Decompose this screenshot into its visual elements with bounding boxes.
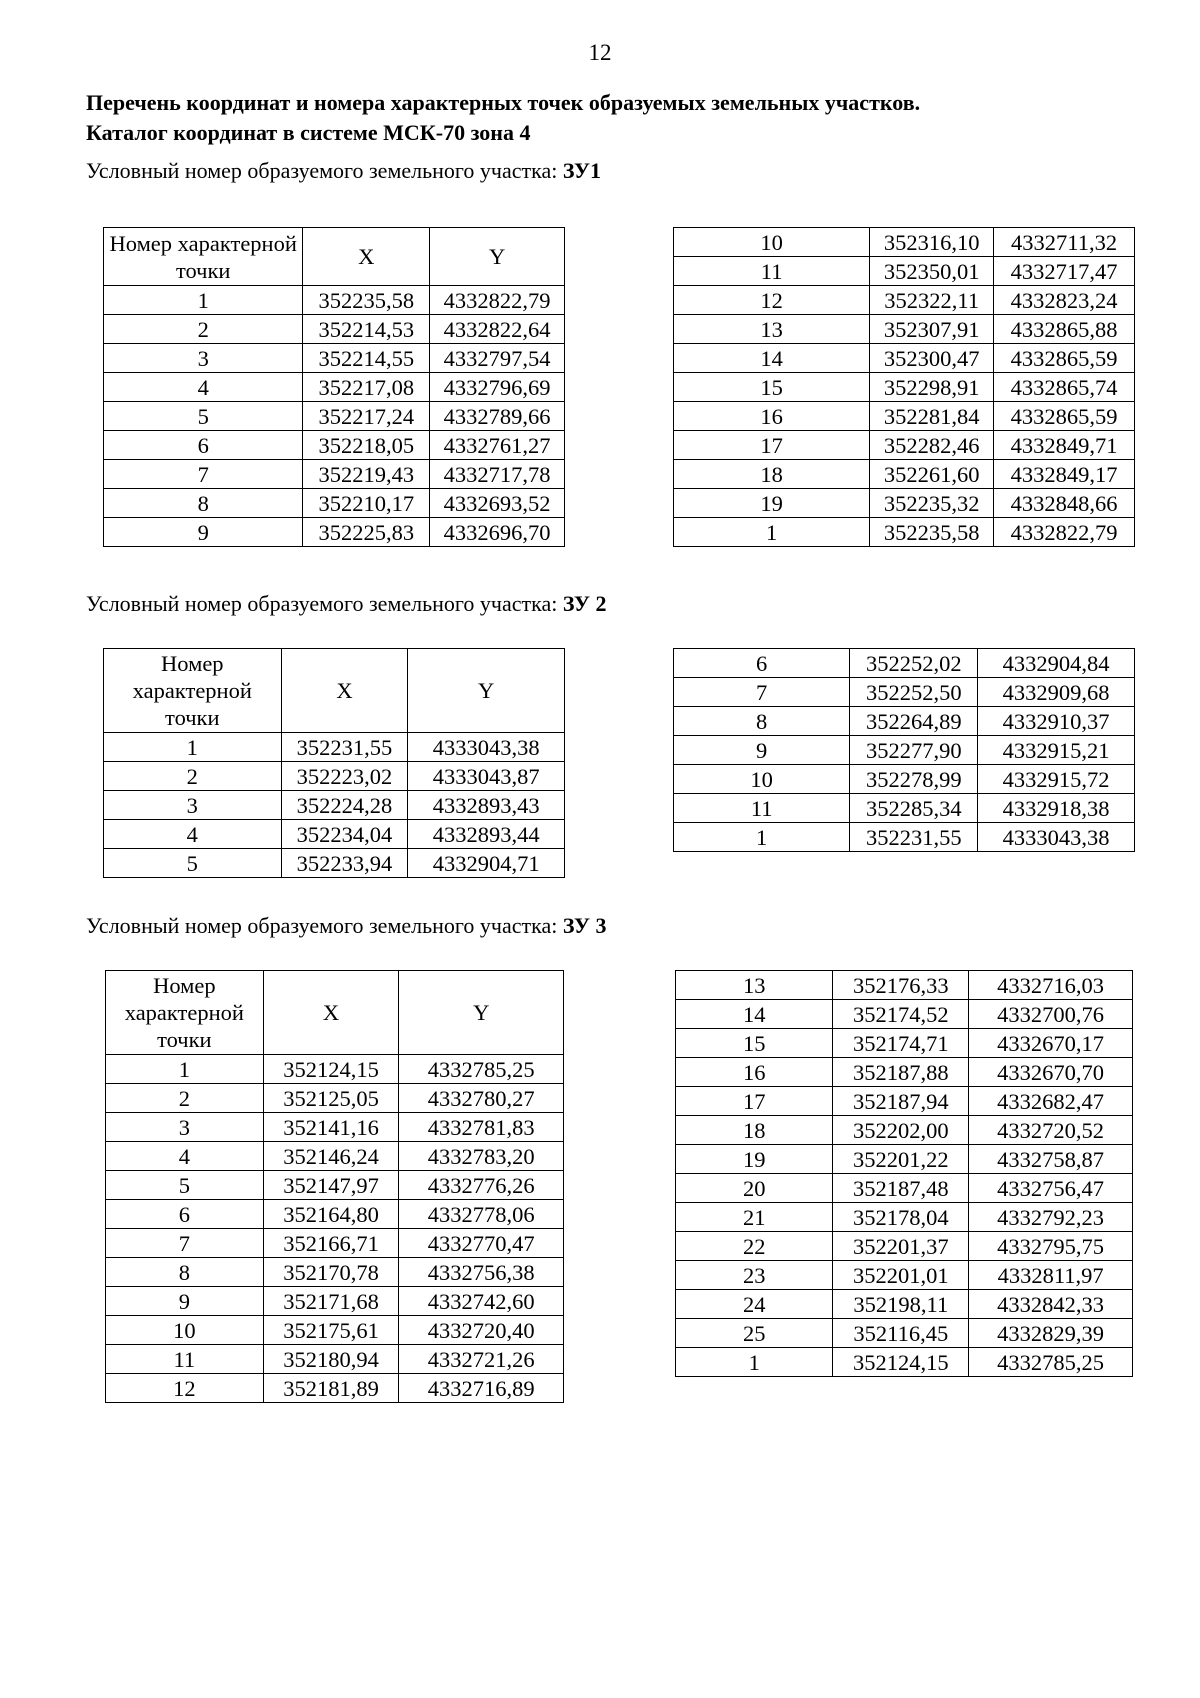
y-coordinate-cell: 4332842,33 (969, 1290, 1133, 1319)
header-y: Y (408, 649, 565, 733)
x-coordinate-cell: 352316,10 (870, 228, 994, 257)
table-row (676, 1174, 1133, 1203)
point-number-cell: 7 (104, 460, 303, 489)
table-row (676, 1029, 1133, 1058)
point-number-cell: 9 (104, 518, 303, 547)
page-number: 12 (588, 40, 612, 65)
x-coordinate-cell: 352187,88 (833, 1058, 969, 1087)
table-row (674, 765, 1135, 794)
x-coordinate-cell: 352350,01 (870, 257, 994, 286)
y-coordinate-cell: 4332717,47 (994, 257, 1135, 286)
y-coordinate-cell: 4332785,25 (969, 1348, 1133, 1377)
x-coordinate-cell: 352164,80 (263, 1200, 399, 1229)
coordinates-table-zu1-left (103, 227, 565, 547)
point-number-cell: 5 (104, 402, 303, 431)
parcel-label-prefix: Условный номер образуемого земельного участка: (86, 913, 563, 938)
point-number-cell: 6 (104, 431, 303, 460)
table-row (674, 257, 1135, 286)
point-number-cell: 17 (676, 1087, 833, 1116)
x-coordinate-cell: 352235,32 (870, 489, 994, 518)
x-coordinate-cell: 352201,01 (833, 1261, 969, 1290)
point-number-cell: 4 (104, 820, 282, 849)
table-row (676, 1145, 1133, 1174)
x-coordinate-cell: 352252,50 (850, 678, 978, 707)
table-row (104, 373, 565, 402)
point-number-cell: 13 (674, 315, 870, 344)
x-coordinate-cell: 352234,04 (281, 820, 408, 849)
table-row (104, 489, 565, 518)
y-coordinate-cell: 4332770,47 (399, 1229, 564, 1258)
x-coordinate-cell: 352116,45 (833, 1319, 969, 1348)
x-coordinate-cell: 352178,04 (833, 1203, 969, 1232)
table-header-row (104, 228, 565, 286)
x-coordinate-cell: 352174,71 (833, 1029, 969, 1058)
x-coordinate-cell: 352298,91 (870, 373, 994, 402)
point-number-cell: 9 (674, 736, 850, 765)
point-number-cell: 10 (674, 765, 850, 794)
table-row (104, 402, 565, 431)
x-coordinate-cell: 352180,94 (263, 1345, 399, 1374)
table-row (106, 1113, 564, 1142)
point-number-cell: 13 (676, 971, 833, 1000)
y-coordinate-cell: 4332849,71 (994, 431, 1135, 460)
x-coordinate-cell: 352252,02 (850, 649, 978, 678)
table-row (104, 791, 565, 820)
x-coordinate-cell: 352124,15 (263, 1055, 399, 1084)
point-number-cell: 6 (674, 649, 850, 678)
x-coordinate-cell: 352201,22 (833, 1145, 969, 1174)
y-coordinate-cell: 4332823,24 (994, 286, 1135, 315)
y-coordinate-cell: 4332904,71 (408, 849, 565, 878)
point-number-cell: 17 (674, 431, 870, 460)
point-number-cell: 22 (676, 1232, 833, 1261)
heading-line-2: Каталог координат в системе МСК-70 зона 4 (86, 120, 531, 145)
y-coordinate-cell: 4332717,78 (430, 460, 565, 489)
y-coordinate-cell: 4332865,74 (994, 373, 1135, 402)
parcel-label-prefix: Условный номер образуемого земельного участка: (86, 158, 563, 183)
table-row (674, 707, 1135, 736)
point-number-cell: 11 (106, 1345, 264, 1374)
y-coordinate-cell: 4332918,38 (978, 794, 1135, 823)
y-coordinate-cell: 4332789,66 (430, 402, 565, 431)
x-coordinate-cell: 352202,00 (833, 1116, 969, 1145)
y-coordinate-cell: 4332848,66 (994, 489, 1135, 518)
y-coordinate-cell: 4332909,68 (978, 678, 1135, 707)
table-row (106, 1200, 564, 1229)
point-number-cell: 10 (106, 1316, 264, 1345)
y-coordinate-cell: 4332822,79 (994, 518, 1135, 547)
x-coordinate-cell: 352166,71 (263, 1229, 399, 1258)
point-number-cell: 7 (106, 1229, 264, 1258)
y-coordinate-cell: 4333043,87 (408, 762, 565, 791)
coordinates-table-zu3-right (675, 970, 1133, 1377)
y-coordinate-cell: 4332780,27 (399, 1084, 564, 1113)
parcel-id: ЗУ 3 (562, 913, 607, 938)
parcel-label-zu1 (86, 158, 601, 184)
y-coordinate-cell: 4332756,38 (399, 1258, 564, 1287)
point-number-cell: 16 (676, 1058, 833, 1087)
table-row (676, 1232, 1133, 1261)
y-coordinate-cell: 4332792,23 (969, 1203, 1133, 1232)
table-row (106, 1142, 564, 1171)
y-coordinate-cell: 4332783,20 (399, 1142, 564, 1171)
table-row (106, 1229, 564, 1258)
y-coordinate-cell: 4332849,17 (994, 460, 1135, 489)
x-coordinate-cell: 352264,89 (850, 707, 978, 736)
x-coordinate-cell: 352225,83 (303, 518, 430, 547)
x-coordinate-cell: 352214,53 (303, 315, 430, 344)
point-number-cell: 2 (104, 762, 282, 791)
table-row (106, 1345, 564, 1374)
table-row (106, 1374, 564, 1403)
y-coordinate-cell: 4333043,38 (408, 733, 565, 762)
coordinates-table-zu3-left (105, 970, 564, 1403)
y-coordinate-cell: 4332865,88 (994, 315, 1135, 344)
y-coordinate-cell: 4332721,26 (399, 1345, 564, 1374)
point-number-cell: 15 (676, 1029, 833, 1058)
x-coordinate-cell: 352170,78 (263, 1258, 399, 1287)
header-x: X (263, 971, 399, 1055)
x-coordinate-cell: 352181,89 (263, 1374, 399, 1403)
point-number-cell: 6 (106, 1200, 264, 1229)
x-coordinate-cell: 352217,24 (303, 402, 430, 431)
x-coordinate-cell: 352233,94 (281, 849, 408, 878)
x-coordinate-cell: 352235,58 (870, 518, 994, 547)
table-row (104, 849, 565, 878)
table-row (676, 1261, 1133, 1290)
x-coordinate-cell: 352141,16 (263, 1113, 399, 1142)
header-y: Y (430, 228, 565, 286)
x-coordinate-cell: 352217,08 (303, 373, 430, 402)
point-number-cell: 2 (106, 1084, 264, 1113)
x-coordinate-cell: 352218,05 (303, 431, 430, 460)
x-coordinate-cell: 352187,94 (833, 1087, 969, 1116)
header-x: X (303, 228, 430, 286)
point-number-cell: 24 (676, 1290, 833, 1319)
x-coordinate-cell: 352231,55 (281, 733, 408, 762)
point-number-cell: 9 (106, 1287, 264, 1316)
table-row (104, 820, 565, 849)
table-row (104, 733, 565, 762)
point-number-cell: 14 (674, 344, 870, 373)
y-coordinate-cell: 4332795,75 (969, 1232, 1133, 1261)
header-y: Y (399, 971, 564, 1055)
y-coordinate-cell: 4332904,84 (978, 649, 1135, 678)
header-point-number: Номер характерной точки (104, 228, 303, 286)
x-coordinate-cell: 352282,46 (870, 431, 994, 460)
x-coordinate-cell: 352174,52 (833, 1000, 969, 1029)
y-coordinate-cell: 4332682,47 (969, 1087, 1133, 1116)
coordinates-table-zu1-right (673, 227, 1135, 547)
x-coordinate-cell: 352171,68 (263, 1287, 399, 1316)
y-coordinate-cell: 4332811,97 (969, 1261, 1133, 1290)
y-coordinate-cell: 4332893,44 (408, 820, 565, 849)
x-coordinate-cell: 352124,15 (833, 1348, 969, 1377)
x-coordinate-cell: 352198,11 (833, 1290, 969, 1319)
parcel-label-prefix: Условный номер образуемого земельного участка: (86, 591, 563, 616)
x-coordinate-cell: 352285,34 (850, 794, 978, 823)
header-x: X (281, 649, 408, 733)
point-number-cell: 14 (676, 1000, 833, 1029)
coordinates-table-zu2-left (103, 648, 565, 878)
table-row (104, 286, 565, 315)
point-number-cell: 25 (676, 1319, 833, 1348)
x-coordinate-cell: 352214,55 (303, 344, 430, 373)
point-number-cell: 18 (676, 1116, 833, 1145)
table-row (674, 823, 1135, 852)
table-row (104, 762, 565, 791)
point-number-cell: 1 (104, 733, 282, 762)
point-number-cell: 18 (674, 460, 870, 489)
x-coordinate-cell: 352277,90 (850, 736, 978, 765)
point-number-cell: 1 (674, 823, 850, 852)
x-coordinate-cell: 352210,17 (303, 489, 430, 518)
point-number-cell: 19 (674, 489, 870, 518)
table-row (676, 1319, 1133, 1348)
table-row (676, 971, 1133, 1000)
table-row (674, 286, 1135, 315)
table-row (106, 1055, 564, 1084)
y-coordinate-cell: 4332915,21 (978, 736, 1135, 765)
table-row (676, 1000, 1133, 1029)
x-coordinate-cell: 352224,28 (281, 791, 408, 820)
y-coordinate-cell: 4332778,06 (399, 1200, 564, 1229)
point-number-cell: 12 (106, 1374, 264, 1403)
y-coordinate-cell: 4332716,03 (969, 971, 1133, 1000)
table-row (104, 315, 565, 344)
x-coordinate-cell: 352261,60 (870, 460, 994, 489)
y-coordinate-cell: 4332797,54 (430, 344, 565, 373)
parcel-id: ЗУ1 (562, 158, 602, 183)
table-row (674, 649, 1135, 678)
point-number-cell: 3 (104, 344, 303, 373)
point-number-cell: 1 (676, 1348, 833, 1377)
y-coordinate-cell: 4332696,70 (430, 518, 565, 547)
table-row (676, 1058, 1133, 1087)
point-number-cell: 20 (676, 1174, 833, 1203)
y-coordinate-cell: 4332700,76 (969, 1000, 1133, 1029)
table-row (674, 489, 1135, 518)
x-coordinate-cell: 352281,84 (870, 402, 994, 431)
x-coordinate-cell: 352147,97 (263, 1171, 399, 1200)
point-number-cell: 2 (104, 315, 303, 344)
table-row (104, 460, 565, 489)
y-coordinate-cell: 4332758,87 (969, 1145, 1133, 1174)
x-coordinate-cell: 352300,47 (870, 344, 994, 373)
header-point-number: Номер характерной точки (106, 971, 264, 1055)
header-point-number: Номер характерной точки (104, 649, 282, 733)
y-coordinate-cell: 4332711,32 (994, 228, 1135, 257)
table-row (104, 344, 565, 373)
point-number-cell: 7 (674, 678, 850, 707)
table-row (676, 1087, 1133, 1116)
y-coordinate-cell: 4332893,43 (408, 791, 565, 820)
y-coordinate-cell: 4332761,27 (430, 431, 565, 460)
x-coordinate-cell: 352223,02 (281, 762, 408, 791)
point-number-cell: 15 (674, 373, 870, 402)
y-coordinate-cell: 4332822,79 (430, 286, 565, 315)
x-coordinate-cell: 352278,99 (850, 765, 978, 794)
y-coordinate-cell: 4332865,59 (994, 402, 1135, 431)
parcel-id: ЗУ 2 (562, 591, 607, 616)
table-row (106, 1287, 564, 1316)
table-header-row (104, 649, 565, 733)
heading-line-1: Перечень координат и номера характерных точек образуемых земельных участков. (86, 90, 921, 115)
point-number-cell: 8 (674, 707, 850, 736)
point-number-cell: 3 (104, 791, 282, 820)
x-coordinate-cell: 352176,33 (833, 971, 969, 1000)
point-number-cell: 4 (106, 1142, 264, 1171)
x-coordinate-cell: 352187,48 (833, 1174, 969, 1203)
point-number-cell: 3 (106, 1113, 264, 1142)
point-number-cell: 21 (676, 1203, 833, 1232)
y-coordinate-cell: 4332776,26 (399, 1171, 564, 1200)
table-row (674, 344, 1135, 373)
y-coordinate-cell: 4332915,72 (978, 765, 1135, 794)
document-heading (86, 88, 920, 148)
point-number-cell: 8 (104, 489, 303, 518)
x-coordinate-cell: 352175,61 (263, 1316, 399, 1345)
point-number-cell: 11 (674, 257, 870, 286)
table-row (674, 518, 1135, 547)
x-coordinate-cell: 352307,91 (870, 315, 994, 344)
y-coordinate-cell: 4332720,52 (969, 1116, 1133, 1145)
x-coordinate-cell: 352125,05 (263, 1084, 399, 1113)
x-coordinate-cell: 352219,43 (303, 460, 430, 489)
y-coordinate-cell: 4332693,52 (430, 489, 565, 518)
point-number-cell: 10 (674, 228, 870, 257)
table-row (104, 518, 565, 547)
parcel-label-zu3 (86, 913, 607, 939)
x-coordinate-cell: 352146,24 (263, 1142, 399, 1171)
y-coordinate-cell: 4332716,89 (399, 1374, 564, 1403)
table-row (674, 736, 1135, 765)
parcel-label-zu2 (86, 591, 607, 617)
y-coordinate-cell: 4332865,59 (994, 344, 1135, 373)
point-number-cell: 1 (106, 1055, 264, 1084)
y-coordinate-cell: 4332785,25 (399, 1055, 564, 1084)
y-coordinate-cell: 4332756,47 (969, 1174, 1133, 1203)
table-row (676, 1116, 1133, 1145)
point-number-cell: 4 (104, 373, 303, 402)
point-number-cell: 12 (674, 286, 870, 315)
y-coordinate-cell: 4332910,37 (978, 707, 1135, 736)
x-coordinate-cell: 352235,58 (303, 286, 430, 315)
y-coordinate-cell: 4332796,69 (430, 373, 565, 402)
y-coordinate-cell: 4332829,39 (969, 1319, 1133, 1348)
y-coordinate-cell: 4332781,83 (399, 1113, 564, 1142)
y-coordinate-cell: 4332742,60 (399, 1287, 564, 1316)
table-row (674, 431, 1135, 460)
table-row (674, 402, 1135, 431)
point-number-cell: 19 (676, 1145, 833, 1174)
y-coordinate-cell: 4332822,64 (430, 315, 565, 344)
point-number-cell: 1 (104, 286, 303, 315)
point-number-cell: 8 (106, 1258, 264, 1287)
y-coordinate-cell: 4332670,17 (969, 1029, 1133, 1058)
point-number-cell: 1 (674, 518, 870, 547)
table-row (676, 1348, 1133, 1377)
point-number-cell: 16 (674, 402, 870, 431)
coordinates-table-zu2-right (673, 648, 1135, 852)
x-coordinate-cell: 352322,11 (870, 286, 994, 315)
table-row (676, 1290, 1133, 1319)
table-row (674, 228, 1135, 257)
table-row (104, 431, 565, 460)
y-coordinate-cell: 4333043,38 (978, 823, 1135, 852)
point-number-cell: 5 (104, 849, 282, 878)
y-coordinate-cell: 4332720,40 (399, 1316, 564, 1345)
table-row (674, 373, 1135, 402)
table-row (674, 315, 1135, 344)
table-row (106, 1316, 564, 1345)
x-coordinate-cell: 352201,37 (833, 1232, 969, 1261)
point-number-cell: 23 (676, 1261, 833, 1290)
point-number-cell: 5 (106, 1171, 264, 1200)
table-header-row (106, 971, 564, 1055)
table-row (674, 794, 1135, 823)
table-row (106, 1084, 564, 1113)
table-row (674, 460, 1135, 489)
table-row (674, 678, 1135, 707)
table-row (676, 1203, 1133, 1232)
y-coordinate-cell: 4332670,70 (969, 1058, 1133, 1087)
point-number-cell: 11 (674, 794, 850, 823)
table-row (106, 1171, 564, 1200)
x-coordinate-cell: 352231,55 (850, 823, 978, 852)
table-row (106, 1258, 564, 1287)
